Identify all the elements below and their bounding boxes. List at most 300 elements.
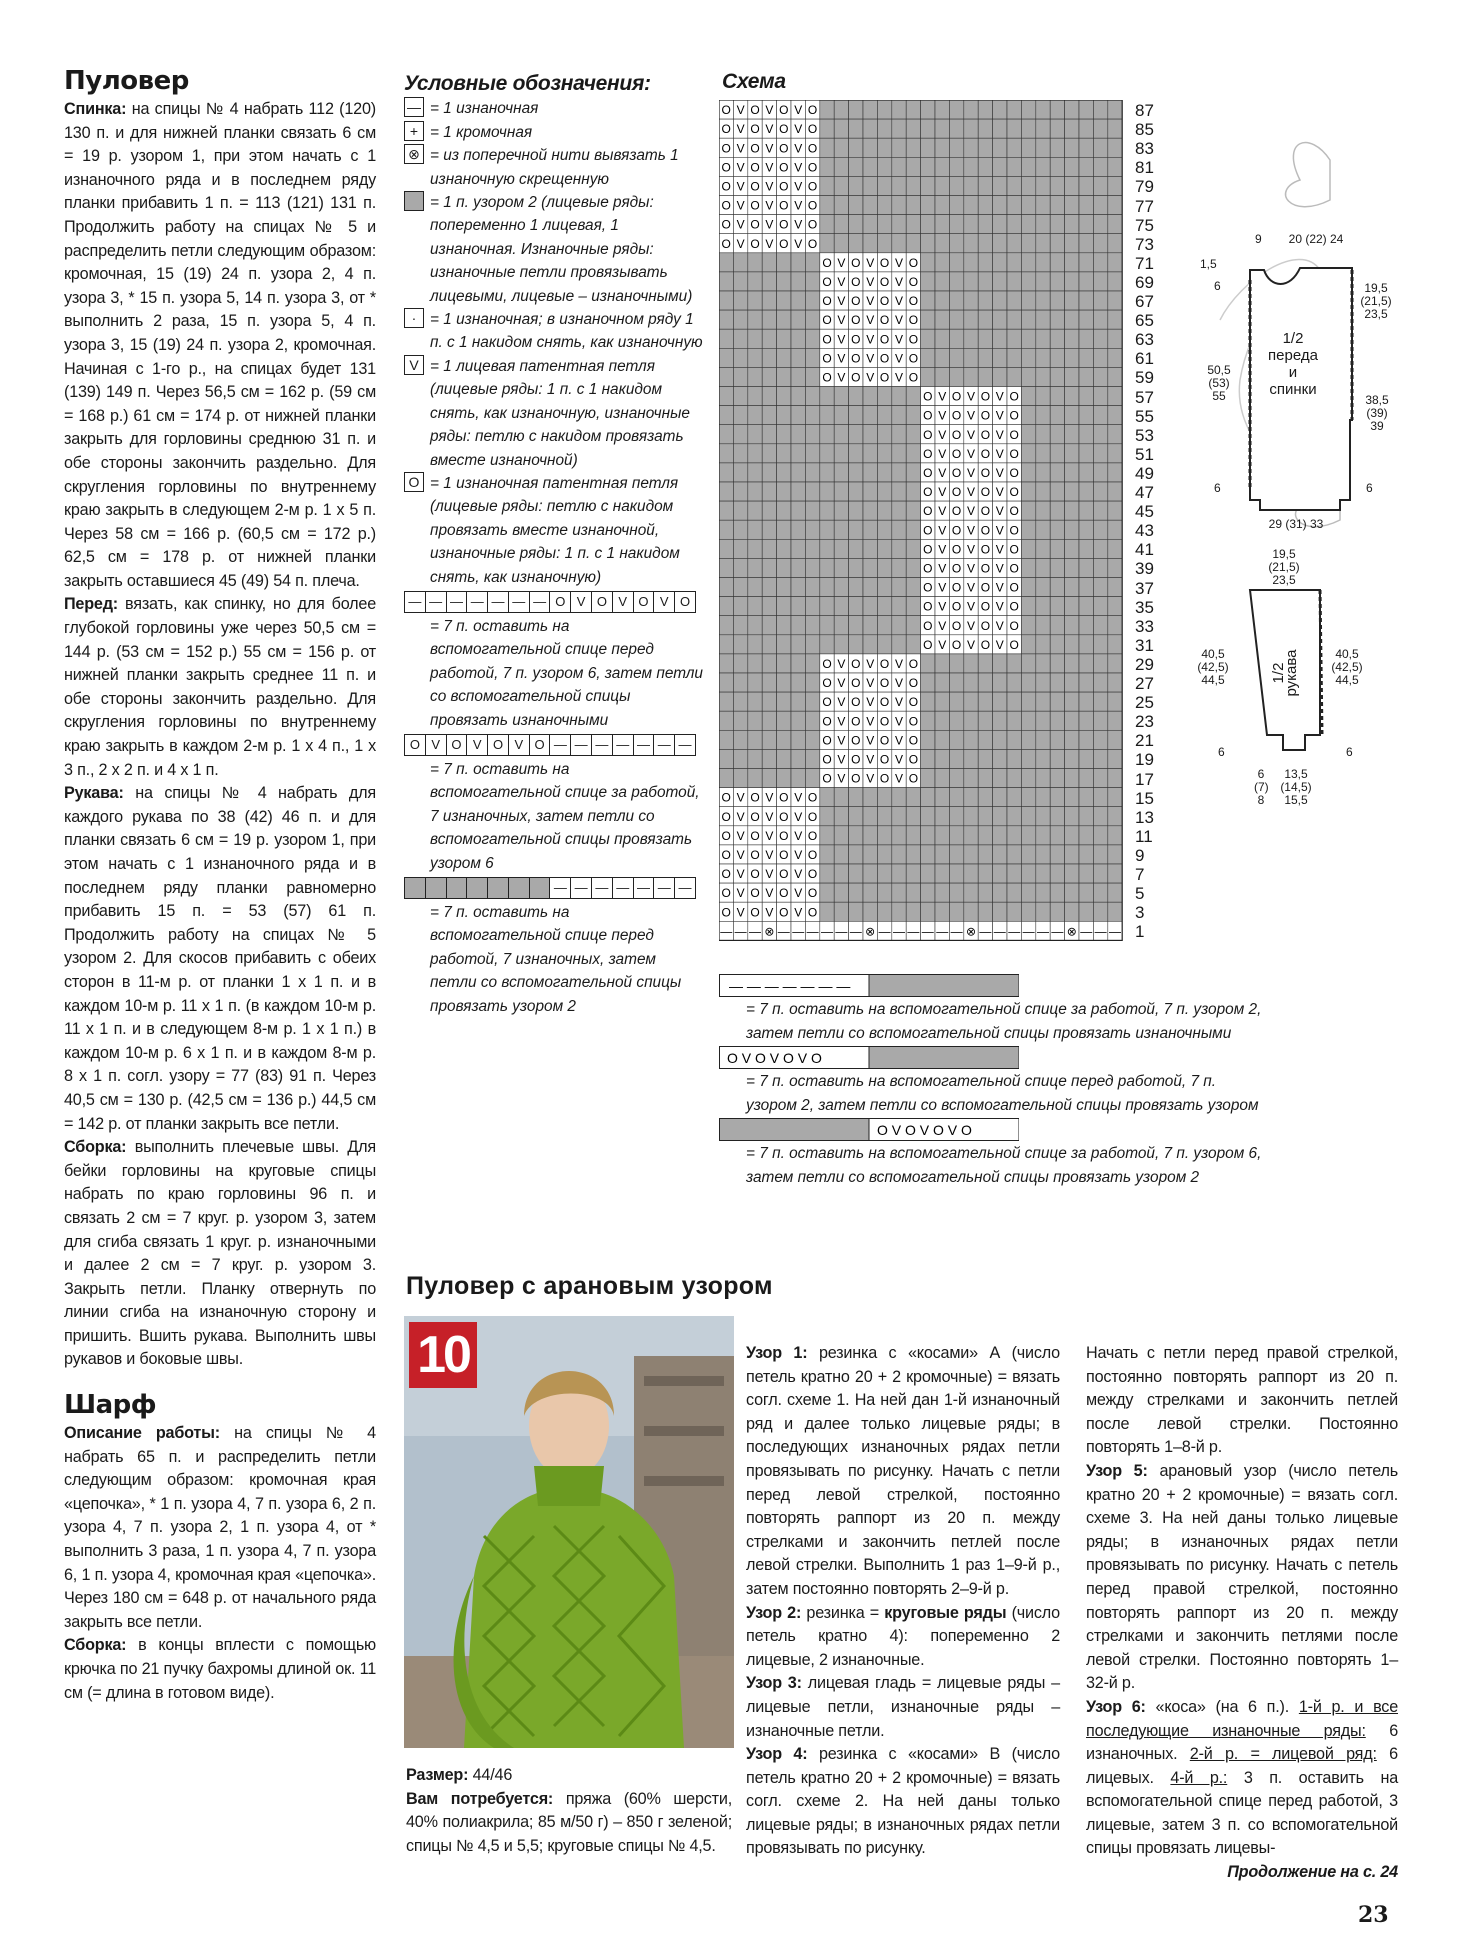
chart-symbol: V [794,809,803,824]
chart-symbol: V [765,198,774,213]
chart-cell [978,788,992,807]
chart-cell [1036,272,1050,291]
cable3-text: = 7 п. оставить на вспомогательной спице перед работой, 7 изнаночных, затем петли со вспомогательной спицы провязать узором 2 [430,904,682,1015]
chart-cell [964,807,978,826]
cable-symbol-icon: — — — — — — — [404,877,696,899]
chart-symbol: O [951,466,962,480]
chart-cell [1036,769,1050,788]
chart-symbol: V [765,828,774,843]
chart-symbol: V [866,313,875,328]
chart-cell [748,367,762,386]
chart-cell [762,387,776,406]
chart-cell [1050,463,1064,482]
chart-cell [877,196,891,215]
chart-cell [964,176,978,195]
chart-symbol: O [923,637,933,652]
sleeve-label: 1/2 рукава [1270,649,1300,697]
chart-symbol: V [966,599,976,614]
chart-symbol: ⊗ [965,924,977,939]
chart-cell [863,196,877,215]
chart-cell [863,387,877,406]
chart-cell [733,329,747,348]
chart-symbol: O [879,676,890,691]
chart-cell [863,616,877,635]
chart-cell [777,749,791,768]
chart-cell [820,616,834,635]
chart-symbol: V [995,523,1004,538]
chart-symbol: — [835,924,848,939]
chart-cell [1021,444,1035,463]
chart-symbol: O [1009,599,1019,614]
dim-height: 50,5 (53) 55 [1207,363,1231,403]
pattern6-c: 6 изнаночных. [1086,1721,1398,1764]
chart-cell [849,157,863,176]
chart-cell [1108,520,1122,539]
chart-cell [748,482,762,501]
chart-cell [892,387,906,406]
chart-cell [863,788,877,807]
chart-cell [877,119,891,138]
chart-cell [921,902,935,921]
chart-cell [748,711,762,730]
sleeve-right-dim: 40,5 (42,5) 44,5 [1331,647,1363,687]
chart-symbol: — [907,924,920,939]
chart-cell [849,635,863,654]
chart-cell [949,272,963,291]
chart-cell [1108,730,1122,749]
chart-cell [1108,234,1122,253]
chart-cell [993,348,1007,367]
chart-row-number: 1 [1135,922,1145,942]
chart-symbol: V [794,790,803,805]
chart-symbol: O [851,255,861,270]
chart-cell [1021,520,1035,539]
chart-cell [1079,730,1093,749]
chart-cell [964,310,978,329]
chart-cell [733,520,747,539]
chart-cell [1079,444,1093,463]
chart-cell [1021,807,1035,826]
chart-symbol: O [1009,561,1019,576]
chart-cell [1021,711,1035,730]
chart-cell [1065,864,1079,883]
chart-cell [777,444,791,463]
chart-cell [820,157,834,176]
chart-symbol: V [866,771,875,786]
chart-symbol: O [721,179,731,194]
svg-text:— — — — — — —: — — — — — — — [729,978,851,994]
chart-row-number: 69 [1135,272,1154,292]
chart-cell [777,425,791,444]
chart-symbol: O [908,714,919,729]
chart-symbol: V [794,217,803,232]
chart-symbol: — [1094,924,1107,939]
chart-symbol: O [721,103,731,118]
chart-cell [733,730,747,749]
o-symbol-icon: O [404,472,424,492]
chart-row-number: 75 [1135,215,1154,235]
chart-cell [949,234,963,253]
chart-cell [805,291,819,310]
chart-cell [719,425,733,444]
chart-cell [849,196,863,215]
chart-cell [748,673,762,692]
chart-cell [1108,196,1122,215]
chart-cell [820,176,834,195]
chart-cell [733,711,747,730]
chart-cell [1093,425,1107,444]
chart-symbol: O [923,504,933,519]
chart-cell [1065,157,1079,176]
chart-cell [834,807,848,826]
chart-cell [935,157,949,176]
legend-item [404,97,704,120]
chart-cell [863,558,877,577]
chart-cell [921,673,935,692]
chart-cell [877,826,891,845]
chart-cell [1050,367,1064,386]
chart-cell [719,635,733,654]
chart-symbol: V [736,790,745,805]
chart-cell [748,520,762,539]
legend-item-text: = 1 изнаночная; в изнаночном ряду 1 п. с 1 накидом снять, как изнаночную [430,311,703,352]
chart-cell [820,406,834,425]
chart-cell [1093,196,1107,215]
sleeve-top-dim: 19,5 (21,5) 23,5 [1268,547,1300,587]
chart-cell [1108,539,1122,558]
chart-cell [993,253,1007,272]
chart-symbol: — [1109,924,1121,939]
chart-symbol: O [879,733,890,748]
chart-cell [849,807,863,826]
chart-symbol: V [837,313,846,328]
chart-cell [921,367,935,386]
chart-symbol: O [980,637,991,652]
chart-cell [1036,119,1050,138]
chart-symbol: O [750,236,760,251]
chart-cell [863,425,877,444]
chart-cell [978,291,992,310]
chart-cell [1093,329,1107,348]
chart-cell [733,406,747,425]
chart-symbol: O [879,657,890,671]
chart-symbol: V [837,275,846,289]
chart-cell [777,463,791,482]
chart-cell [921,138,935,157]
chart-cell [1050,864,1064,883]
chart-cell [1079,425,1093,444]
chart-cell [748,387,762,406]
chart-cell [1108,291,1122,310]
chart-cell [1093,157,1107,176]
chart-cell [1108,558,1122,577]
chart-cell [1021,329,1035,348]
chart-symbol: O [750,828,760,843]
legend-item [404,308,704,355]
chart-symbol: V [794,198,803,213]
pullover-column [64,66,376,1705]
chart-symbol: V [736,217,745,232]
chart-cell [849,788,863,807]
chart-cell [906,539,920,558]
chart-cell [719,501,733,520]
chart-cell [1050,597,1064,616]
v-symbol-icon: V [404,355,424,375]
chart-symbol: V [736,886,745,901]
chart-cell [820,501,834,520]
chart-row-number: 55 [1135,406,1154,426]
chart-cell [877,616,891,635]
chart-symbol: O [980,466,991,480]
chart-cell [1021,539,1035,558]
chart-cell [906,463,920,482]
chart-cell [805,406,819,425]
chart-cell [993,711,1007,730]
scarf-assembly-label: Сборка: [64,1636,127,1655]
chart-cell [906,444,920,463]
chart-cell [863,597,877,616]
chart-cell [1108,788,1122,807]
chart-cell [1108,845,1122,864]
chart-cell [1036,501,1050,520]
chart-cell [834,387,848,406]
chart-cell [777,310,791,329]
chart-cell [906,119,920,138]
chart-cell [849,578,863,597]
chart-cell [805,501,819,520]
chart-cell [1079,539,1093,558]
chart-cell [1050,119,1064,138]
chart-cell [733,387,747,406]
chart-cell [1108,769,1122,788]
chart-cell [1021,616,1035,635]
chart-cell [863,883,877,902]
chart-cell [1007,883,1021,902]
chart-cell [1093,444,1107,463]
chart-cell [834,520,848,539]
chart-symbol: V [995,408,1004,423]
chart-cell [993,234,1007,253]
chart-symbol: V [995,637,1004,652]
chart-symbol: V [938,618,947,633]
chart-cell [834,157,848,176]
chart-cell [805,463,819,482]
chart-cell [935,654,949,673]
dim-6c: 6 [1366,481,1373,495]
chart-cell [921,826,935,845]
chart-symbol: O [923,466,933,480]
edge-symbol-icon: + [404,121,424,141]
chart-cell [935,788,949,807]
chart-cell [1065,845,1079,864]
chart-cell [1108,616,1122,635]
chart-cell [1093,616,1107,635]
chart-cell [892,138,906,157]
chart-cell [820,578,834,597]
chart-cell [1050,711,1064,730]
chart-cell [777,769,791,788]
materials-text: пряжа (60% шерсти, 40% полиакрила; 85 м/50 г) – 850 г зеленой; спицы № 4,5 и 5,5; круговые спицы № 4,5. [406,1789,732,1855]
chart-cell [935,749,949,768]
chart-symbol: O [879,695,890,710]
chart-cell [1108,157,1122,176]
chart-cell [820,425,834,444]
chart-cell [748,769,762,788]
chart-cell [733,501,747,520]
chart-cell [1050,788,1064,807]
chart-cell [1036,157,1050,176]
svg-text:O V O V O V O: O V O V O V O [877,1122,972,1138]
chart-symbol: V [966,523,976,538]
chart-cell [849,883,863,902]
dim-1-5: 1,5 [1200,257,1217,271]
chart-row-number: 73 [1135,234,1154,254]
chart-cell [733,463,747,482]
chart-symbol: O [908,370,919,385]
chart-cell [777,578,791,597]
chart-cell [1036,291,1050,310]
chart-cell [1093,826,1107,845]
chart-cell [1079,558,1093,577]
chart-cell [964,253,978,272]
chart-row-number: 77 [1135,196,1154,216]
chart-symbol: O [980,446,991,461]
chart-symbol: O [851,695,861,710]
chart-cell [964,711,978,730]
chart-symbol: V [837,771,846,786]
chart-cell [892,406,906,425]
chart-cell [1093,845,1107,864]
scarf-assembly-text: в концы вплести с помощью крючка по 21 пучку бахромы длиной ок. 11 см (= длина в готовом виде). [64,1636,376,1702]
chart-cell [964,234,978,253]
chart-cell [733,635,747,654]
chart-row-number: 23 [1135,712,1154,732]
chart-cell [1065,119,1079,138]
chart-symbol: V [837,714,846,729]
chart-cell [1050,176,1064,195]
chart-cell [849,558,863,577]
chart-cell [906,196,920,215]
chart-symbol: — [1080,924,1093,939]
chart-cell [863,482,877,501]
chart-cell [978,253,992,272]
chart-symbol: O [879,332,890,347]
chart-symbol: O [980,580,991,595]
chart-cell [762,769,776,788]
chart-cell [1079,826,1093,845]
chart-cell [1108,711,1122,730]
size-label: Размер: [406,1766,469,1784]
chart-cell [1036,425,1050,444]
chart-cell [877,788,891,807]
chart-symbol: O [951,618,962,633]
chart-cell [1093,558,1107,577]
chart-cell [805,329,819,348]
chart-cell [949,348,963,367]
chart-cell [935,291,949,310]
chart-cell [978,272,992,291]
chart-cell [748,654,762,673]
chart-cell [1036,730,1050,749]
chart-cell [1108,463,1122,482]
chart-cell [863,807,877,826]
chart-cell [1065,463,1079,482]
chart-symbol: V [894,351,904,366]
chart-cell [820,138,834,157]
chart-cell [906,826,920,845]
chart-cell [733,425,747,444]
chart-cell [733,310,747,329]
chart-cell [849,520,863,539]
chart-symbol: V [938,542,947,557]
chart-cell [733,578,747,597]
chart-cell [935,100,949,119]
chart-cell [1050,196,1064,215]
chart-cell [719,673,733,692]
chart-cell [849,406,863,425]
chart-cell [1050,387,1064,406]
chart-cell [892,463,906,482]
chart-cell [935,348,949,367]
chart-cell [820,482,834,501]
chart-cell [993,673,1007,692]
chart-cell [949,826,963,845]
chart-cell [906,234,920,253]
chart-cell [849,463,863,482]
chart-cell [1007,826,1021,845]
chart-cell [978,826,992,845]
chart-cell [791,558,805,577]
chart-cell [791,578,805,597]
chart-cell [1021,482,1035,501]
chart-cell [863,100,877,119]
legend-item-text: = 1 лицевая патентная петля (лицевые ряды: 1 п. с 1 накидом снять, как изнаночную, изнаночные ряды: петлю с накидом провязать вместе изнаночной) [430,357,690,469]
pattern-number-badge: 10 [409,1322,477,1388]
chart-cell [777,597,791,616]
chart-symbol: O [923,389,933,404]
chart-cell [1050,673,1064,692]
chart-cell [805,367,819,386]
chart-cell [820,119,834,138]
chart-cell [791,348,805,367]
chart-cell [1079,234,1093,253]
chart-cell [906,482,920,501]
chart-cell [1036,215,1050,234]
chart-cell [1007,692,1021,711]
pattern6-b: 1-й р. и все последующие изнаночные ряды: [1086,1697,1398,1740]
chart-row-number: 57 [1135,387,1154,407]
materials-label: Вам потребуется: [406,1789,554,1808]
chart-cell [1065,788,1079,807]
chart-symbol: O [980,504,991,519]
chart-cell [1021,902,1035,921]
chart-cell [1093,253,1107,272]
chart-symbol: V [866,370,875,385]
chart-cell [777,692,791,711]
chart-cell [906,387,920,406]
chart-cell [993,176,1007,195]
chart-cell [935,367,949,386]
chart-cell [1093,501,1107,520]
chart-symbol: V [894,771,904,786]
chart-symbol: V [894,676,904,691]
chart-cell [1036,883,1050,902]
chart-cell [820,539,834,558]
chart-cell [1007,749,1021,768]
chart-cell [849,176,863,195]
chart-cell [777,329,791,348]
chart-symbol: V [938,485,947,500]
